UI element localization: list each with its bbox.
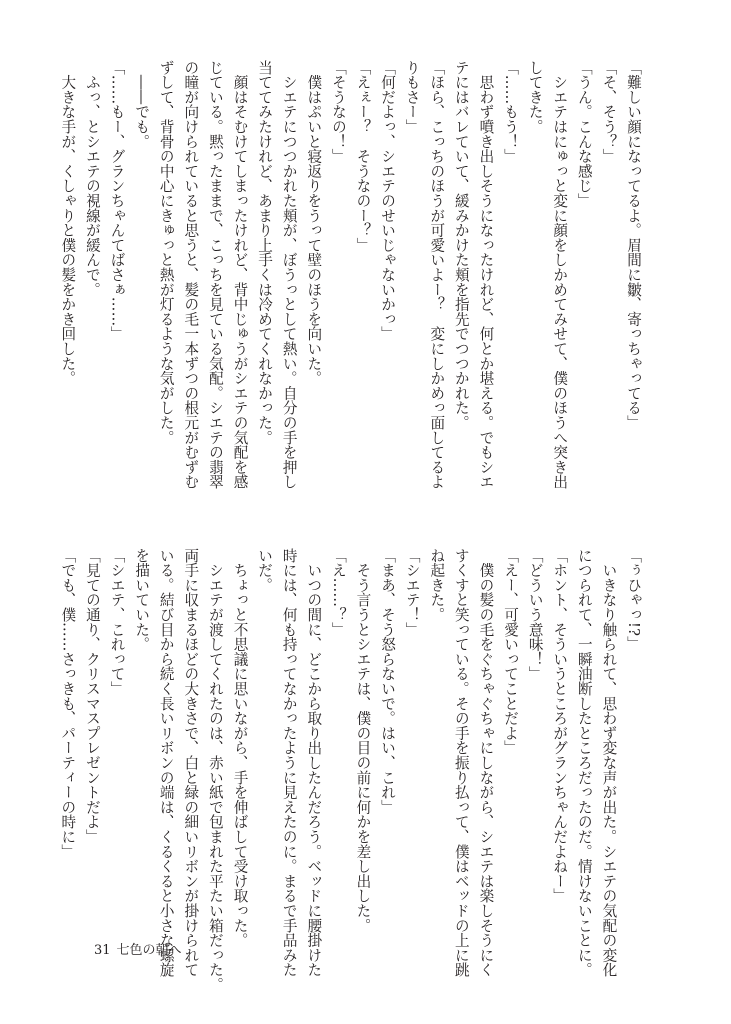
text-line: そう言うとシエテは、僕の目の前に何かを差し出した。 — [354, 548, 372, 933]
text-line: 「どういう意味！」 — [526, 548, 544, 682]
text-line: 「……もう！」 — [502, 60, 520, 164]
page-number: 31 — [94, 943, 111, 958]
text-line: 「シエテ、これって」 — [108, 548, 126, 696]
text-block-top — [55, 60, 645, 490]
text-line: いる。結び目から続く長いリボンの端は、くるくると小さな螺旋 — [157, 548, 175, 978]
text-line: の瞳が向けられていると思うと、髪の毛一本ずつの根元がむずむ — [182, 60, 200, 490]
text-line: 時には、何も持ってなかったように見えたのに。まるで手品みた — [280, 548, 298, 978]
text-line: ――でも。 — [133, 60, 151, 149]
text-line: シエテにつつかれた頬が、ぼうっとして熱い。自分の手を押し — [280, 60, 298, 490]
text-line: 「難しい顔になってるよ。眉間に皺、寄っちゃってる」 — [625, 60, 642, 430]
text-line: を描いていた。 — [133, 548, 151, 652]
text-line: いつの間に、どこから取り出したんだろう。ベッドに腰掛けた — [305, 548, 323, 978]
text-line: じている。黙ったままで、こっちを見ている気配。シエテの翡翠 — [206, 60, 224, 490]
text-line: 「まあ、そう怒らないで。はい、これ」 — [379, 548, 397, 815]
text-line: 「えぇー？ そうなのー？」 — [354, 60, 372, 253]
text-line: 大きな手が、くしゃりと僕の髪をかき回した。 — [59, 60, 77, 386]
text-line: いきなり触られて、思わず変な声が出た。シエテの気配の変化 — [600, 548, 618, 978]
text-line: 「ぅひゃっ!?」 — [625, 548, 642, 651]
text-line: 「そ、そう？」 — [600, 60, 618, 164]
text-line: 「うん。こんな感じ」 — [575, 60, 593, 208]
text-line: 「でも、僕……さっきも、パーティーの時に」 — [59, 548, 77, 859]
text-line: ふっ、とシエテの視線が緩んで。 — [83, 60, 101, 297]
text-line: につられて、一瞬油断したところだったのだ。情けないことに。 — [575, 548, 593, 978]
text-line: すくすと笑っている。その手を振り払って、僕はベッドの上に跳 — [452, 548, 470, 978]
text-line: 「何だよっ、シエテのせいじゃないかっ」 — [379, 60, 397, 342]
text-line: 思わず噴き出しそうになったけれど、何とか堪える。でもシエ — [477, 60, 495, 490]
text-line: りもさー」 — [403, 60, 421, 134]
text-line: 「シエテ！」 — [403, 548, 421, 637]
text-line: 顔はそむけてしまったけれど、背中じゅうがシエテの気配を感 — [231, 60, 249, 490]
text-line: 「そうなの！」 — [329, 60, 347, 164]
text-line: シエテはにゅっと変に顔をしかめてみせて、僕のほうへ突き出 — [551, 60, 569, 490]
text-line: ずして、背骨の中心にきゅっと熱が灯るような気がした。 — [157, 60, 175, 445]
text-line: 「えー、可愛いってことだよ」 — [502, 548, 520, 756]
book-title: 七色の朝へ — [116, 943, 182, 958]
text-line: いだ。 — [256, 548, 274, 593]
text-line: 「見ての通り、クリスマスプレゼントだよ」 — [83, 548, 101, 844]
text-line: ちょっと不思議に思いながら、手を伸ばして受け取った。 — [231, 548, 249, 948]
page-footer — [94, 943, 182, 959]
text-line: ね起きた。 — [428, 548, 446, 622]
text-line: 「ほら、こっちのほうが可愛いよー？ 変にしかめっ面してるよ — [428, 60, 446, 490]
text-line: 僕の髪の毛をぐちゃぐちゃにしながら、シエテは楽しそうにく — [477, 548, 495, 978]
text-line: シエテが渡してくれたのは、赤い紙で包まれた平たい箱だった。 — [206, 548, 224, 992]
text-line: してきた。 — [526, 60, 544, 134]
text-line: 両手に収まるほどの大きさで、白と緑の細いリボンが掛けられて — [182, 548, 200, 978]
text-line: 「……もー、グランちゃんてばさぁ……」 — [108, 60, 126, 342]
text-line: 「ホント、そういうところがグランちゃんだよねー」 — [551, 548, 569, 904]
text-line: 「え……？」 — [329, 548, 347, 637]
text-line: テにはバレていて、緩みかけた頬を指先でつつかれた。 — [452, 60, 470, 430]
text-block-bottom — [55, 548, 645, 992]
text-line: 僕はぷいと寝返りをうって壁のほうを向いた。 — [305, 60, 323, 386]
text-line: 当ててみたけれど、あまり上手くは冷めてくれなかった。 — [256, 60, 274, 445]
